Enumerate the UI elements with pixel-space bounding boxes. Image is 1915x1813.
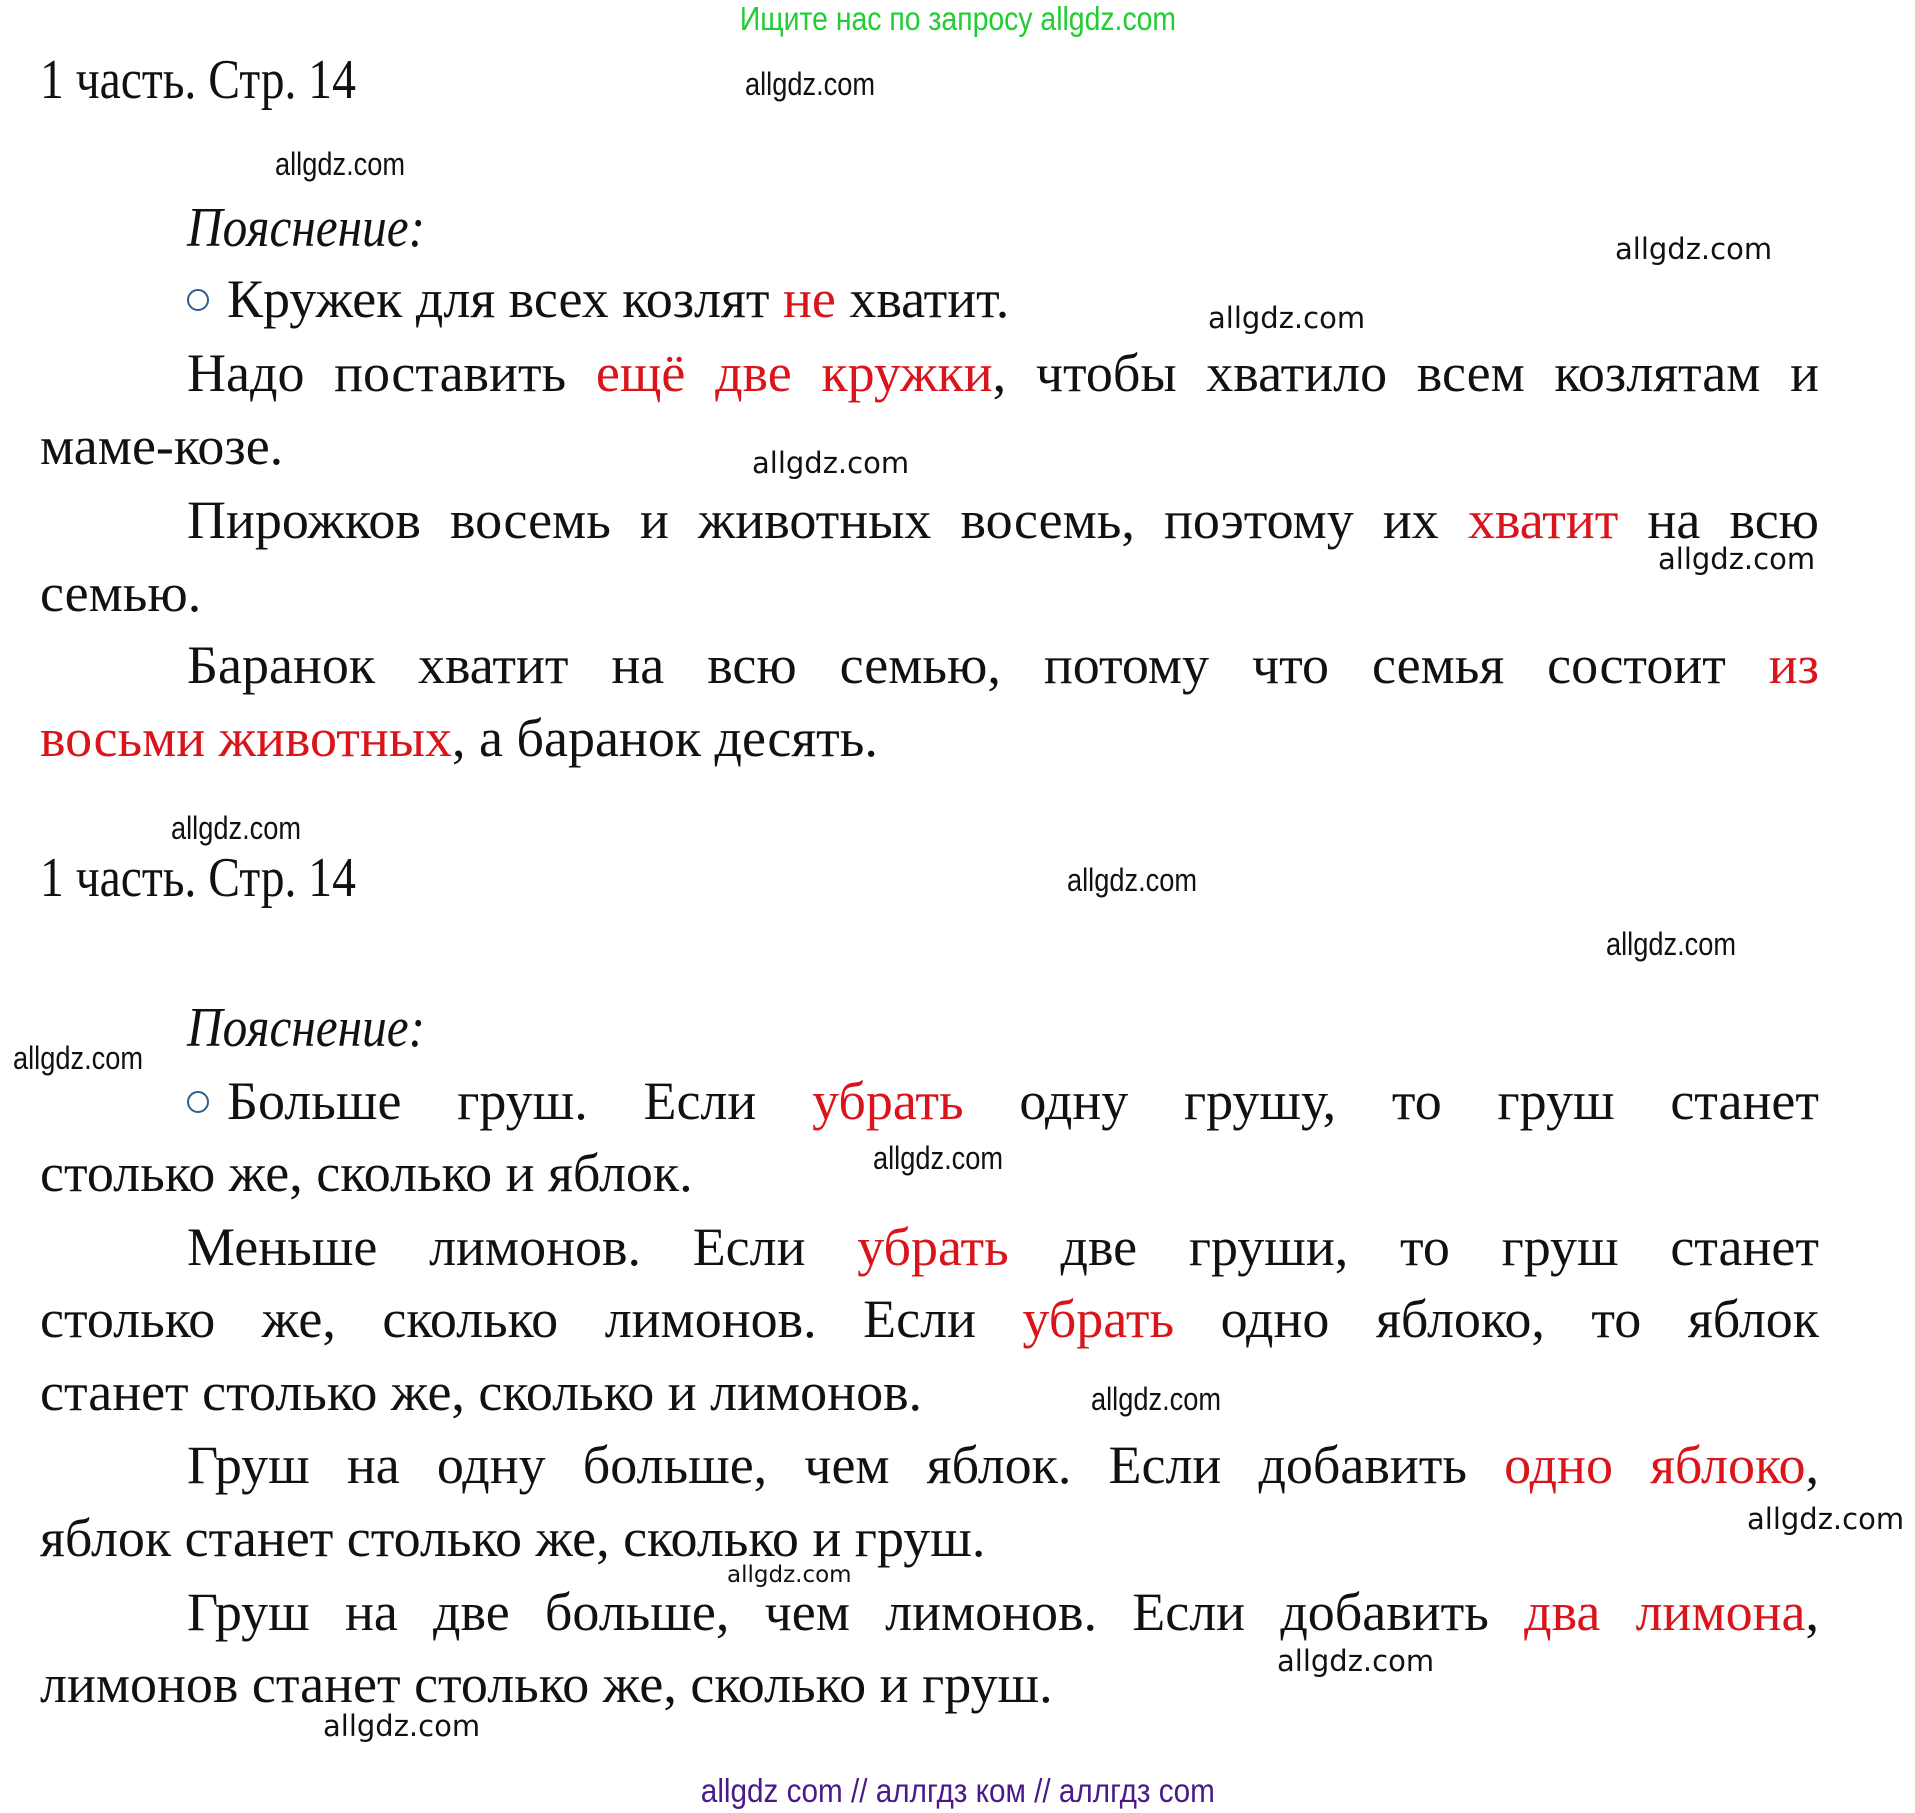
paragraph-line: Больше груш. Если убрать одну грушу, то груш станет [187, 1068, 1819, 1134]
section-title: 1 часть. Стр. 14 [40, 847, 356, 909]
search-hint-banner: Ищите нас по запросу allgdz.com [739, 0, 1177, 37]
paragraph-line: семью. [40, 563, 202, 623]
paragraph-line: столько же, сколько лимонов. Если убрать одно яблоко, то яблок [40, 1289, 1820, 1349]
paragraph-line: восьми животных, а баранок десять. [40, 708, 878, 768]
paragraph-line: яблок станет столько же, сколько и груш. [40, 1508, 986, 1568]
paragraph-line: столько же, сколько и яблок. [40, 1143, 693, 1203]
watermark: allgdz.com [171, 810, 302, 846]
paragraph-line: станет столько же, сколько и лимонов. [40, 1362, 923, 1422]
watermark: allgdz.com [1277, 1644, 1435, 1678]
watermark: allgdz.com [1091, 1381, 1222, 1417]
explanation-label: Пояснение: [187, 997, 426, 1059]
paragraph-line: маме-козе. [40, 416, 284, 476]
watermark: allgdz.com [323, 1709, 481, 1743]
paragraph-line: Надо поставить ещё две кружки, чтобы хватило всем козлятам и [187, 343, 1820, 403]
watermark: allgdz.com [745, 66, 876, 102]
section-title: 1 часть. Стр. 14 [40, 49, 356, 111]
watermark: allgdz.com [873, 1140, 1004, 1176]
watermark: allgdz.com [1658, 542, 1816, 576]
watermark: allgdz.com [275, 146, 406, 182]
paragraph-line: Груш на две больше, чем лимонов. Если добавить два лимона, [187, 1582, 1819, 1642]
paragraph-line: Пирожков восемь и животных восемь, поэтому их хватит на всю [187, 490, 1820, 550]
watermark: allgdz.com [1615, 232, 1773, 266]
bullet-circle-icon [187, 289, 209, 311]
paragraph-line: Меньше лимонов. Если убрать две груши, то груш станет [187, 1217, 1819, 1277]
paragraph-line: лимонов станет столько же, сколько и груш. [40, 1654, 1053, 1714]
watermark: allgdz.com [1208, 301, 1366, 335]
watermark: allgdz.com [1747, 1502, 1905, 1536]
paragraph-line: Кружек для всех козлят не хватит. [187, 266, 1819, 332]
footer-links: allgdz com // аллгдз ком // аллгдз com [700, 1772, 1215, 1809]
watermark: allgdz.com [752, 446, 910, 480]
paragraph-line: Баранок хватит на всю семью, потому что семья состоит из [187, 635, 1819, 695]
bullet-circle-icon [187, 1091, 209, 1113]
watermark: allgdz.com [13, 1040, 144, 1076]
explanation-label: Пояснение: [187, 197, 426, 259]
watermark: allgdz.com [1606, 926, 1737, 962]
watermark: allgdz.com [1067, 862, 1198, 898]
watermark: allgdz.com [727, 1562, 852, 1588]
paragraph-line: Груш на одну больше, чем яблок. Если добавить одно яблоко, [187, 1435, 1819, 1495]
